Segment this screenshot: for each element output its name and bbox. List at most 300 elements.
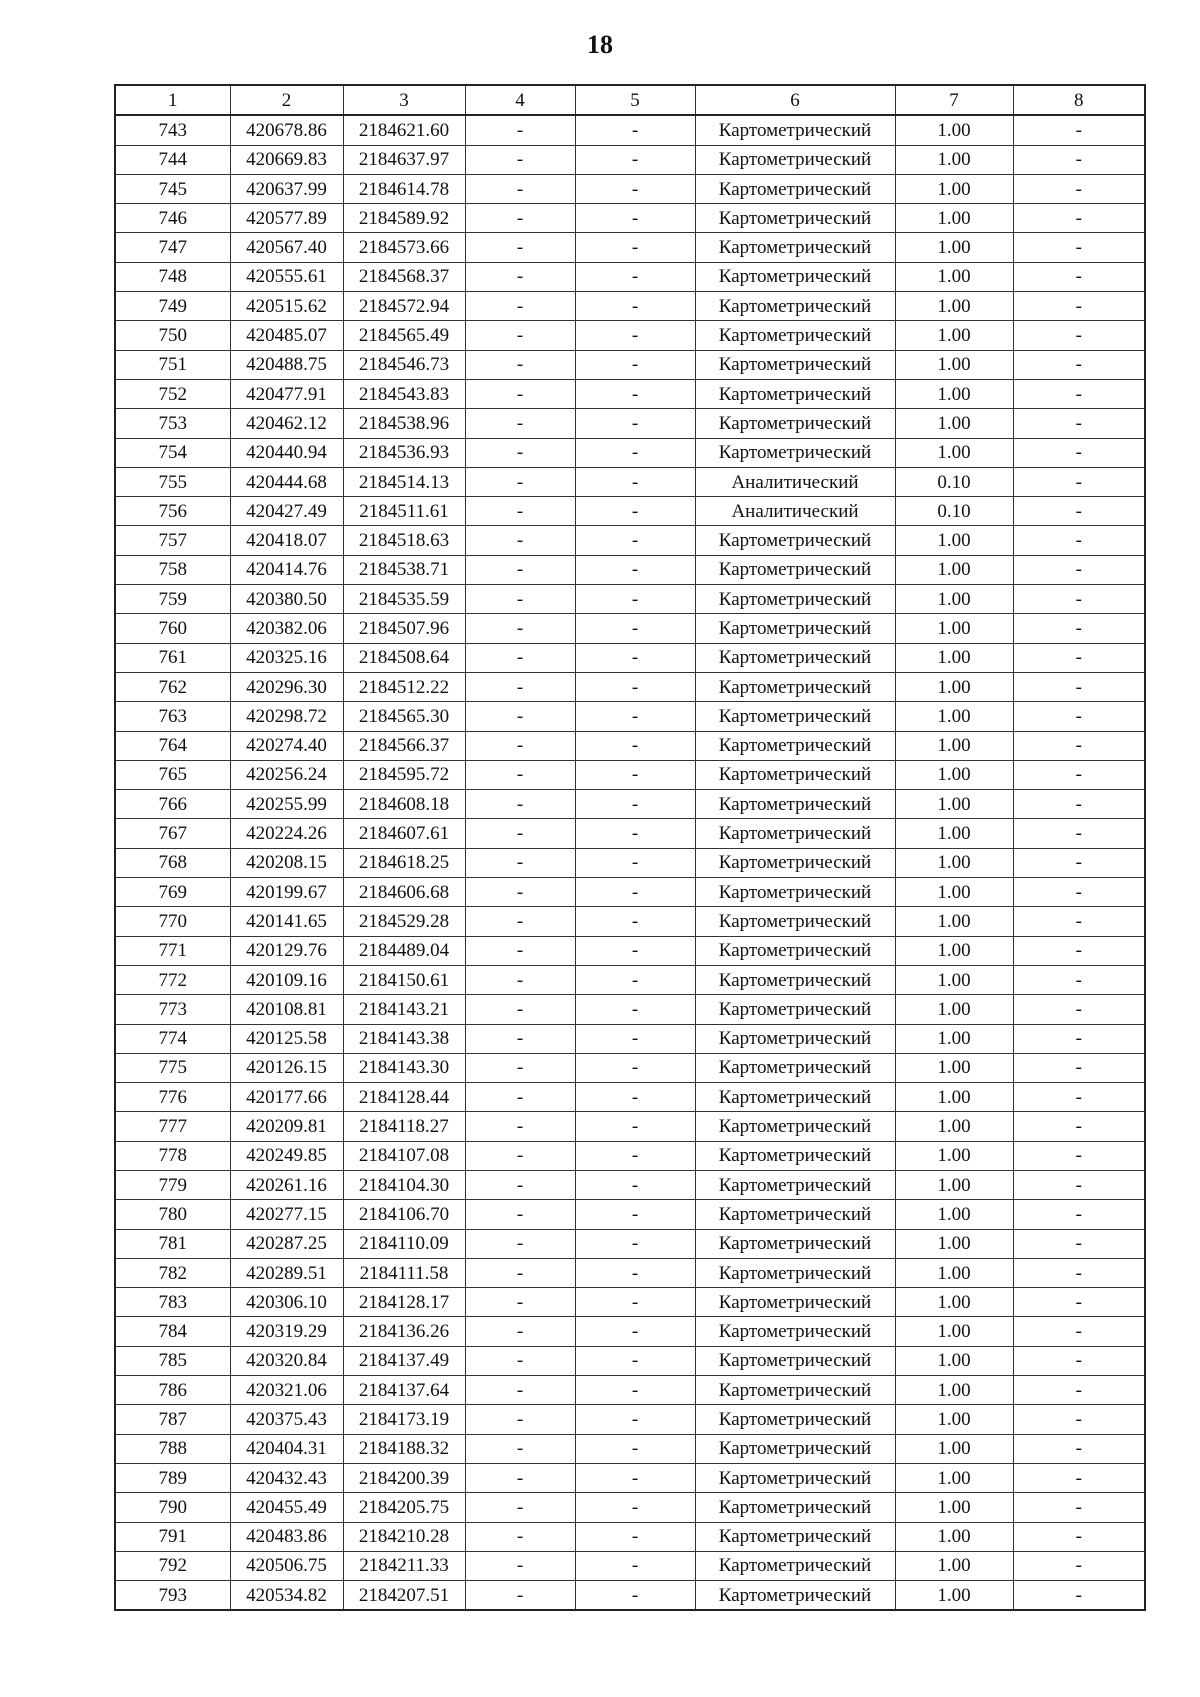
table-row — [115, 790, 1145, 819]
column-5-cell: - — [575, 233, 695, 262]
point-number-cell: 769 — [115, 878, 230, 907]
point-number-cell: 749 — [115, 292, 230, 321]
column-5-cell: - — [575, 848, 695, 877]
table-row — [115, 614, 1145, 643]
column-4-cell: - — [465, 262, 575, 291]
accuracy-cell: 0.10 — [895, 467, 1013, 496]
table-row — [115, 526, 1145, 555]
y-coordinate-cell: 2184128.44 — [343, 1083, 465, 1112]
y-coordinate-cell: 2184621.60 — [343, 115, 465, 145]
table-row — [115, 292, 1145, 321]
point-number-cell: 760 — [115, 614, 230, 643]
accuracy-cell: 1.00 — [895, 379, 1013, 408]
column-5-cell: - — [575, 1376, 695, 1405]
method-cell: Картометрический — [695, 1258, 895, 1287]
column-4-cell: - — [465, 1376, 575, 1405]
column-5-cell: - — [575, 819, 695, 848]
column-8-cell: - — [1013, 262, 1145, 291]
method-cell: Картометрический — [695, 1141, 895, 1170]
point-number-cell: 750 — [115, 321, 230, 350]
column-5-cell: - — [575, 1288, 695, 1317]
x-coordinate-cell: 420298.72 — [230, 702, 343, 731]
y-coordinate-cell: 2184173.19 — [343, 1405, 465, 1434]
table-row — [115, 995, 1145, 1024]
y-coordinate-cell: 2184518.63 — [343, 526, 465, 555]
column-4-cell: - — [465, 1405, 575, 1434]
point-number-cell: 784 — [115, 1317, 230, 1346]
y-coordinate-cell: 2184573.66 — [343, 233, 465, 262]
accuracy-cell: 1.00 — [895, 1258, 1013, 1287]
column-4-cell: - — [465, 1346, 575, 1375]
x-coordinate-cell: 420567.40 — [230, 233, 343, 262]
x-coordinate-cell: 420249.85 — [230, 1141, 343, 1170]
table-row — [115, 1024, 1145, 1053]
y-coordinate-cell: 2184489.04 — [343, 936, 465, 965]
accuracy-cell: 1.00 — [895, 1376, 1013, 1405]
y-coordinate-cell: 2184618.25 — [343, 848, 465, 877]
coordinates-table — [114, 84, 1146, 1611]
column-5-cell: - — [575, 409, 695, 438]
table-row — [115, 1493, 1145, 1522]
point-number-cell: 765 — [115, 760, 230, 789]
column-5-cell: - — [575, 1405, 695, 1434]
column-8-cell: - — [1013, 1463, 1145, 1492]
method-cell: Картометрический — [695, 1024, 895, 1053]
table-row — [115, 702, 1145, 731]
accuracy-cell: 1.00 — [895, 672, 1013, 701]
table-row — [115, 1200, 1145, 1229]
point-number-cell: 788 — [115, 1434, 230, 1463]
x-coordinate-cell: 420440.94 — [230, 438, 343, 467]
column-8-cell: - — [1013, 526, 1145, 555]
column-8-cell: - — [1013, 409, 1145, 438]
accuracy-cell: 1.00 — [895, 1024, 1013, 1053]
table-row — [115, 1083, 1145, 1112]
accuracy-cell: 1.00 — [895, 614, 1013, 643]
point-number-cell: 748 — [115, 262, 230, 291]
x-coordinate-cell: 420418.07 — [230, 526, 343, 555]
accuracy-cell: 1.00 — [895, 204, 1013, 233]
accuracy-cell: 1.00 — [895, 1083, 1013, 1112]
column-5-cell: - — [575, 204, 695, 233]
table-row — [115, 233, 1145, 262]
accuracy-cell: 1.00 — [895, 643, 1013, 672]
column-8-cell: - — [1013, 1405, 1145, 1434]
accuracy-cell: 1.00 — [895, 1405, 1013, 1434]
table-row — [115, 1434, 1145, 1463]
accuracy-cell: 1.00 — [895, 1112, 1013, 1141]
column-8-cell: - — [1013, 760, 1145, 789]
x-coordinate-cell: 420255.99 — [230, 790, 343, 819]
column-5-cell: - — [575, 702, 695, 731]
column-8-cell: - — [1013, 1581, 1145, 1611]
point-number-cell: 768 — [115, 848, 230, 877]
table-row — [115, 467, 1145, 496]
y-coordinate-cell: 2184608.18 — [343, 790, 465, 819]
y-coordinate-cell: 2184514.13 — [343, 467, 465, 496]
table-row — [115, 555, 1145, 584]
point-number-cell: 743 — [115, 115, 230, 145]
column-8-cell: - — [1013, 907, 1145, 936]
column-4-cell: - — [465, 1170, 575, 1199]
column-8-cell: - — [1013, 321, 1145, 350]
column-4-cell: - — [465, 555, 575, 584]
column-4-cell: - — [465, 878, 575, 907]
point-number-cell: 783 — [115, 1288, 230, 1317]
column-4-cell: - — [465, 1463, 575, 1492]
method-cell: Картометрический — [695, 1376, 895, 1405]
column-5-cell: - — [575, 467, 695, 496]
x-coordinate-cell: 420488.75 — [230, 350, 343, 379]
column-4-cell: - — [465, 1258, 575, 1287]
column-8-cell: - — [1013, 1317, 1145, 1346]
x-coordinate-cell: 420485.07 — [230, 321, 343, 350]
method-cell: Картометрический — [695, 1083, 895, 1112]
column-8-cell: - — [1013, 467, 1145, 496]
column-8-cell: - — [1013, 174, 1145, 203]
method-cell: Картометрический — [695, 1493, 895, 1522]
method-cell: Картометрический — [695, 1200, 895, 1229]
column-4-cell: - — [465, 1112, 575, 1141]
x-coordinate-cell: 420414.76 — [230, 555, 343, 584]
column-4-cell: - — [465, 174, 575, 203]
column-4-cell: - — [465, 1317, 575, 1346]
table-row — [115, 115, 1145, 145]
method-cell: Картометрический — [695, 672, 895, 701]
accuracy-cell: 1.00 — [895, 292, 1013, 321]
point-number-cell: 775 — [115, 1053, 230, 1082]
method-cell: Картометрический — [695, 350, 895, 379]
x-coordinate-cell: 420109.16 — [230, 965, 343, 994]
column-8-cell: - — [1013, 819, 1145, 848]
x-coordinate-cell: 420555.61 — [230, 262, 343, 291]
column-4-cell: - — [465, 1083, 575, 1112]
method-cell: Картометрический — [695, 1053, 895, 1082]
column-4-cell: - — [465, 965, 575, 994]
y-coordinate-cell: 2184143.21 — [343, 995, 465, 1024]
method-cell: Картометрический — [695, 292, 895, 321]
column-5-cell: - — [575, 1229, 695, 1258]
point-number-cell: 758 — [115, 555, 230, 584]
y-coordinate-cell: 2184538.96 — [343, 409, 465, 438]
method-cell: Картометрический — [695, 409, 895, 438]
column-8-cell: - — [1013, 995, 1145, 1024]
accuracy-cell: 1.00 — [895, 321, 1013, 350]
point-number-cell: 746 — [115, 204, 230, 233]
column-5-cell: - — [575, 1581, 695, 1611]
header-row — [115, 85, 1145, 115]
point-number-cell: 762 — [115, 672, 230, 701]
accuracy-cell: 1.00 — [895, 878, 1013, 907]
table-row — [115, 379, 1145, 408]
table-body — [115, 115, 1145, 1610]
method-cell: Картометрический — [695, 438, 895, 467]
column-4-cell: - — [465, 995, 575, 1024]
y-coordinate-cell: 2184565.49 — [343, 321, 465, 350]
column-8-cell: - — [1013, 585, 1145, 614]
column-5-cell: - — [575, 643, 695, 672]
column-header: 4 — [465, 85, 575, 115]
column-4-cell: - — [465, 672, 575, 701]
column-8-cell: - — [1013, 1024, 1145, 1053]
accuracy-cell: 1.00 — [895, 1434, 1013, 1463]
column-8-cell: - — [1013, 790, 1145, 819]
column-5-cell: - — [575, 995, 695, 1024]
table-row — [115, 409, 1145, 438]
method-cell: Картометрический — [695, 1288, 895, 1317]
table-row — [115, 1463, 1145, 1492]
y-coordinate-cell: 2184210.28 — [343, 1522, 465, 1551]
column-4-cell: - — [465, 1141, 575, 1170]
column-4-cell: - — [465, 790, 575, 819]
table-row — [115, 1053, 1145, 1082]
column-4-cell: - — [465, 145, 575, 174]
point-number-cell: 763 — [115, 702, 230, 731]
column-8-cell: - — [1013, 145, 1145, 174]
accuracy-cell: 1.00 — [895, 233, 1013, 262]
point-number-cell: 771 — [115, 936, 230, 965]
accuracy-cell: 1.00 — [895, 1346, 1013, 1375]
column-5-cell: - — [575, 1346, 695, 1375]
column-header: 7 — [895, 85, 1013, 115]
method-cell: Аналитический — [695, 497, 895, 526]
method-cell: Картометрический — [695, 526, 895, 555]
column-header: 2 — [230, 85, 343, 115]
table-row — [115, 1405, 1145, 1434]
point-number-cell: 764 — [115, 731, 230, 760]
table-row — [115, 497, 1145, 526]
x-coordinate-cell: 420256.24 — [230, 760, 343, 789]
x-coordinate-cell: 420669.83 — [230, 145, 343, 174]
column-header: 1 — [115, 85, 230, 115]
y-coordinate-cell: 2184188.32 — [343, 1434, 465, 1463]
column-4-cell: - — [465, 760, 575, 789]
y-coordinate-cell: 2184137.64 — [343, 1376, 465, 1405]
x-coordinate-cell: 420199.67 — [230, 878, 343, 907]
column-8-cell: - — [1013, 848, 1145, 877]
column-8-cell: - — [1013, 497, 1145, 526]
y-coordinate-cell: 2184538.71 — [343, 555, 465, 584]
column-5-cell: - — [575, 790, 695, 819]
method-cell: Картометрический — [695, 1522, 895, 1551]
column-5-cell: - — [575, 438, 695, 467]
column-5-cell: - — [575, 731, 695, 760]
column-8-cell: - — [1013, 672, 1145, 701]
table-row — [115, 1288, 1145, 1317]
column-8-cell: - — [1013, 731, 1145, 760]
accuracy-cell: 1.00 — [895, 995, 1013, 1024]
x-coordinate-cell: 420306.10 — [230, 1288, 343, 1317]
point-number-cell: 751 — [115, 350, 230, 379]
column-8-cell: - — [1013, 965, 1145, 994]
y-coordinate-cell: 2184637.97 — [343, 145, 465, 174]
column-5-cell: - — [575, 1522, 695, 1551]
column-4-cell: - — [465, 936, 575, 965]
table-row — [115, 1346, 1145, 1375]
method-cell: Картометрический — [695, 819, 895, 848]
x-coordinate-cell: 420678.86 — [230, 115, 343, 145]
y-coordinate-cell: 2184535.59 — [343, 585, 465, 614]
point-number-cell: 782 — [115, 1258, 230, 1287]
method-cell: Картометрический — [695, 702, 895, 731]
column-4-cell: - — [465, 1581, 575, 1611]
y-coordinate-cell: 2184606.68 — [343, 878, 465, 907]
x-coordinate-cell: 420444.68 — [230, 467, 343, 496]
accuracy-cell: 1.00 — [895, 145, 1013, 174]
point-number-cell: 747 — [115, 233, 230, 262]
method-cell: Картометрический — [695, 1170, 895, 1199]
accuracy-cell: 1.00 — [895, 409, 1013, 438]
x-coordinate-cell: 420287.25 — [230, 1229, 343, 1258]
column-5-cell: - — [575, 878, 695, 907]
method-cell: Картометрический — [695, 262, 895, 291]
method-cell: Картометрический — [695, 965, 895, 994]
column-8-cell: - — [1013, 1376, 1145, 1405]
column-5-cell: - — [575, 497, 695, 526]
column-5-cell: - — [575, 1024, 695, 1053]
point-number-cell: 761 — [115, 643, 230, 672]
accuracy-cell: 1.00 — [895, 790, 1013, 819]
point-number-cell: 767 — [115, 819, 230, 848]
x-coordinate-cell: 420462.12 — [230, 409, 343, 438]
column-8-cell: - — [1013, 1258, 1145, 1287]
accuracy-cell: 1.00 — [895, 585, 1013, 614]
column-4-cell: - — [465, 292, 575, 321]
accuracy-cell: 1.00 — [895, 438, 1013, 467]
point-number-cell: 789 — [115, 1463, 230, 1492]
method-cell: Картометрический — [695, 555, 895, 584]
column-5-cell: - — [575, 1551, 695, 1580]
method-cell: Картометрический — [695, 174, 895, 203]
page-number: 18 — [587, 30, 613, 59]
column-4-cell: - — [465, 907, 575, 936]
point-number-cell: 744 — [115, 145, 230, 174]
x-coordinate-cell: 420477.91 — [230, 379, 343, 408]
x-coordinate-cell: 420320.84 — [230, 1346, 343, 1375]
table-row — [115, 1170, 1145, 1199]
table-row — [115, 1376, 1145, 1405]
point-number-cell: 779 — [115, 1170, 230, 1199]
y-coordinate-cell: 2184614.78 — [343, 174, 465, 203]
point-number-cell: 752 — [115, 379, 230, 408]
table-row — [115, 1551, 1145, 1580]
accuracy-cell: 1.00 — [895, 350, 1013, 379]
y-coordinate-cell: 2184205.75 — [343, 1493, 465, 1522]
column-4-cell: - — [465, 1229, 575, 1258]
column-5-cell: - — [575, 1170, 695, 1199]
accuracy-cell: 1.00 — [895, 819, 1013, 848]
x-coordinate-cell: 420637.99 — [230, 174, 343, 203]
table-row — [115, 145, 1145, 174]
column-5-cell: - — [575, 1112, 695, 1141]
point-number-cell: 770 — [115, 907, 230, 936]
y-coordinate-cell: 2184508.64 — [343, 643, 465, 672]
column-8-cell: - — [1013, 878, 1145, 907]
table-row — [115, 262, 1145, 291]
y-coordinate-cell: 2184566.37 — [343, 731, 465, 760]
point-number-cell: 755 — [115, 467, 230, 496]
accuracy-cell: 1.00 — [895, 1053, 1013, 1082]
accuracy-cell: 1.00 — [895, 731, 1013, 760]
x-coordinate-cell: 420483.86 — [230, 1522, 343, 1551]
point-number-cell: 793 — [115, 1581, 230, 1611]
column-5-cell: - — [575, 672, 695, 701]
accuracy-cell: 1.00 — [895, 965, 1013, 994]
column-5-cell: - — [575, 555, 695, 584]
column-5-cell: - — [575, 262, 695, 291]
column-header: 5 — [575, 85, 695, 115]
table-row — [115, 1141, 1145, 1170]
x-coordinate-cell: 420177.66 — [230, 1083, 343, 1112]
column-5-cell: - — [575, 379, 695, 408]
column-5-cell: - — [575, 526, 695, 555]
column-5-cell: - — [575, 585, 695, 614]
x-coordinate-cell: 420296.30 — [230, 672, 343, 701]
column-8-cell: - — [1013, 1493, 1145, 1522]
y-coordinate-cell: 2184150.61 — [343, 965, 465, 994]
accuracy-cell: 1.00 — [895, 1493, 1013, 1522]
column-8-cell: - — [1013, 292, 1145, 321]
y-coordinate-cell: 2184143.38 — [343, 1024, 465, 1053]
column-8-cell: - — [1013, 1112, 1145, 1141]
column-4-cell: - — [465, 614, 575, 643]
point-number-cell: 792 — [115, 1551, 230, 1580]
column-4-cell: - — [465, 1200, 575, 1229]
method-cell: Картометрический — [695, 1463, 895, 1492]
accuracy-cell: 1.00 — [895, 115, 1013, 145]
method-cell: Картометрический — [695, 115, 895, 145]
table-row — [115, 1581, 1145, 1611]
x-coordinate-cell: 420427.49 — [230, 497, 343, 526]
x-coordinate-cell: 420129.76 — [230, 936, 343, 965]
point-number-cell: 774 — [115, 1024, 230, 1053]
column-4-cell: - — [465, 321, 575, 350]
x-coordinate-cell: 420261.16 — [230, 1170, 343, 1199]
column-8-cell: - — [1013, 438, 1145, 467]
y-coordinate-cell: 2184111.58 — [343, 1258, 465, 1287]
accuracy-cell: 1.00 — [895, 1463, 1013, 1492]
accuracy-cell: 1.00 — [895, 526, 1013, 555]
method-cell: Картометрический — [695, 878, 895, 907]
method-cell: Картометрический — [695, 1346, 895, 1375]
x-coordinate-cell: 420577.89 — [230, 204, 343, 233]
table-row — [115, 1229, 1145, 1258]
column-4-cell: - — [465, 643, 575, 672]
accuracy-cell: 1.00 — [895, 1288, 1013, 1317]
table-row — [115, 438, 1145, 467]
x-coordinate-cell: 420224.26 — [230, 819, 343, 848]
x-coordinate-cell: 420289.51 — [230, 1258, 343, 1287]
column-4-cell: - — [465, 467, 575, 496]
accuracy-cell: 1.00 — [895, 936, 1013, 965]
y-coordinate-cell: 2184607.61 — [343, 819, 465, 848]
method-cell: Картометрический — [695, 907, 895, 936]
x-coordinate-cell: 420209.81 — [230, 1112, 343, 1141]
column-5-cell: - — [575, 760, 695, 789]
column-5-cell: - — [575, 907, 695, 936]
y-coordinate-cell: 2184568.37 — [343, 262, 465, 291]
x-coordinate-cell: 420108.81 — [230, 995, 343, 1024]
y-coordinate-cell: 2184529.28 — [343, 907, 465, 936]
y-coordinate-cell: 2184595.72 — [343, 760, 465, 789]
column-5-cell: - — [575, 965, 695, 994]
accuracy-cell: 1.00 — [895, 262, 1013, 291]
table-row — [115, 643, 1145, 672]
column-4-cell: - — [465, 819, 575, 848]
method-cell: Картометрический — [695, 379, 895, 408]
column-8-cell: - — [1013, 1229, 1145, 1258]
column-4-cell: - — [465, 409, 575, 438]
